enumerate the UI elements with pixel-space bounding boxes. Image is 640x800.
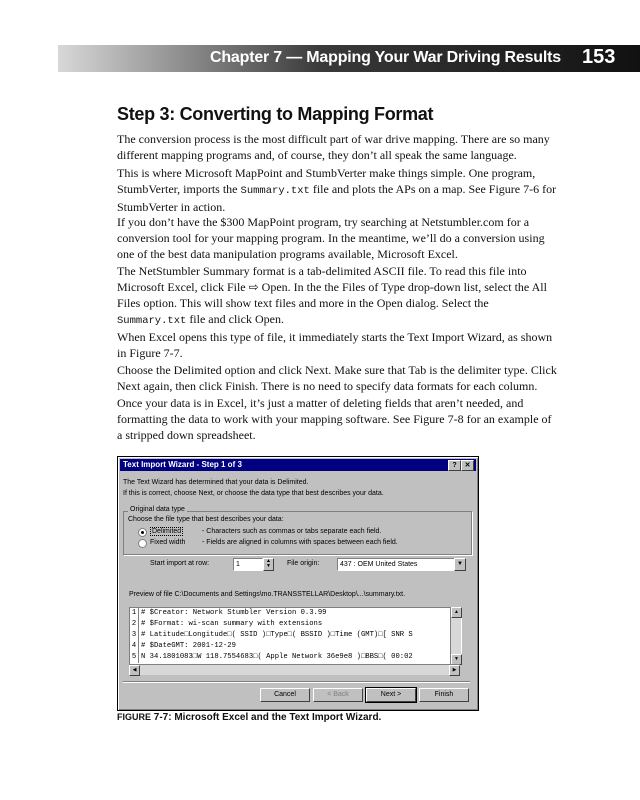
chapter-title: Chapter 7 — Mapping Your War Driving Results — [210, 49, 561, 66]
close-button[interactable]: ✕ — [461, 460, 474, 471]
paragraph-2-text-b: file and plots the APs on a map. See Figure 7-6 for StumbVerter in action. — [117, 182, 557, 214]
preview-line: 3 # Latitude□Longitude□( SSID )□Type□( BSSID )□Time (GMT)□[ SNR S — [131, 631, 413, 639]
scroll-right-icon[interactable]: ▶ — [449, 665, 460, 676]
cancel-button[interactable]: Cancel — [260, 688, 310, 702]
wizard-intro-line-1: The Text Wizard has determined that your data is Delimited. — [123, 479, 309, 486]
paragraph-5: When Excel opens this type of file, it immediately starts the Text Import Wizard, as shown in Figure 7-7. — [117, 330, 553, 360]
start-row-spinner[interactable] — [263, 558, 274, 571]
figure-caption-prefix: FIGURE — [117, 712, 152, 722]
scroll-left-icon[interactable]: ◀ — [129, 665, 140, 676]
paragraph-4 — [117, 263, 557, 329]
paragraph-2-code: Summary.txt — [240, 185, 310, 197]
paragraph-2 — [117, 165, 557, 215]
finish-button[interactable]: Finish — [419, 688, 469, 702]
spin-up-icon[interactable]: ▲ — [266, 558, 271, 564]
paragraph-1: The conversion process is the most difficult part of war drive mapping. There are so many different mapping programs and, of course, they don’t all speak the same language. — [117, 132, 550, 162]
fixed-width-radio[interactable] — [138, 539, 147, 548]
paragraph-2-text-a: This is where Microsoft MapPoint and StumbVerter make things simple. One program, StumbVerter, imports the — [117, 166, 536, 196]
text-import-wizard-dialog — [117, 456, 479, 711]
paragraph-3: If you don’t have the $300 MapPoint program, try searching at Netstumbler.com for a conversion tool for your mapping program. In the meantime, we’ll do a conversion using one of the best data manipulation programs available, Microsoft Excel. — [117, 215, 545, 261]
preview-line: 5 N 34.1801083□W 118.7554683□( Apple Network 36e9e8 )□BBS□( 00:02 — [131, 653, 413, 661]
paragraph-6: Choose the Delimited option and click Next. Make sure that Tab is the delimiter type. Click Next again, then click Finish. There is no need to specify data formats for each column. — [117, 363, 557, 393]
button-separator — [123, 681, 470, 683]
file-origin-label: File origin: — [287, 560, 320, 567]
delimited-label[interactable]: Delimited — [152, 528, 182, 535]
preview-line: 4 # $DateGMT: 2001-12-29 — [131, 642, 236, 650]
start-row-input[interactable]: 1 — [233, 558, 263, 571]
scroll-down-icon[interactable]: ▼ — [451, 654, 462, 665]
delimited-description: - Characters such as commas or tabs separate each field. — [202, 528, 382, 535]
next-button[interactable]: Next > — [366, 688, 416, 702]
original-data-type-label: Original data type — [130, 506, 185, 513]
fixed-width-description: - Fields are aligned in columns with spaces between each field. — [202, 539, 398, 546]
preview-line: 1 # $Creator: Network Stumbler Version 0.3.99 — [131, 609, 327, 617]
dialog-title: Text Import Wizard - Step 1 of 3 — [123, 460, 242, 469]
file-origin-select[interactable]: 437 : OEM United States — [337, 558, 458, 571]
wizard-intro-line-2: If this is correct, choose Next, or choose the data type that best describes your data. — [123, 490, 384, 497]
preview-line: 2 # $Format: wi-scan summary with extensions — [131, 620, 323, 628]
preview-horizontal-scrollbar[interactable] — [129, 664, 460, 675]
preview-label: Preview of file C:\Documents and Settings\mo.TRANSSTELLAR\Desktop\...\summary.txt. — [129, 591, 406, 598]
scroll-up-icon[interactable]: ▲ — [451, 607, 462, 618]
dialog-titlebar[interactable] — [120, 459, 476, 471]
file-type-prompt: Choose the file type that best describes your data: — [128, 516, 284, 523]
figure-caption — [117, 712, 381, 723]
fixed-width-label[interactable]: Fixed width — [150, 539, 186, 546]
paragraph-4-text-a: The NetStumbler Summary format is a tab-delimited ASCII file. To read this file into Microsoft Excel, click File ⇨ Open. In the the Files of Type drop-down list, select the All Files option. This will show text files and more in the Open dialog. Select the — [117, 264, 547, 310]
file-preview[interactable] — [129, 607, 462, 665]
paragraph-4-code: Summary.txt — [117, 315, 187, 327]
figure-caption-text: 7-7: Microsoft Excel and the Text Import Wizard. — [151, 712, 382, 723]
start-row-label: Start import at row: — [150, 560, 210, 567]
page-number: 153 — [582, 46, 616, 68]
preview-vertical-scrollbar[interactable] — [450, 607, 461, 665]
spin-down-icon[interactable]: ▼ — [266, 563, 271, 569]
paragraph-7: Once your data is in Excel, it’s just a matter of deleting fields that aren’t needed, and formatting the data to work with your mapping software. See Figure 7-8 for an example of a stripped down spreadsheet. — [117, 396, 552, 442]
delimited-radio[interactable] — [138, 528, 147, 537]
help-button[interactable]: ? — [448, 460, 461, 471]
back-button[interactable]: < Back — [313, 688, 363, 702]
chevron-down-icon[interactable]: ▼ — [454, 558, 466, 571]
paragraph-4-text-b: file and click Open. — [186, 312, 284, 326]
section-heading: Step 3: Converting to Mapping Format — [117, 104, 434, 124]
